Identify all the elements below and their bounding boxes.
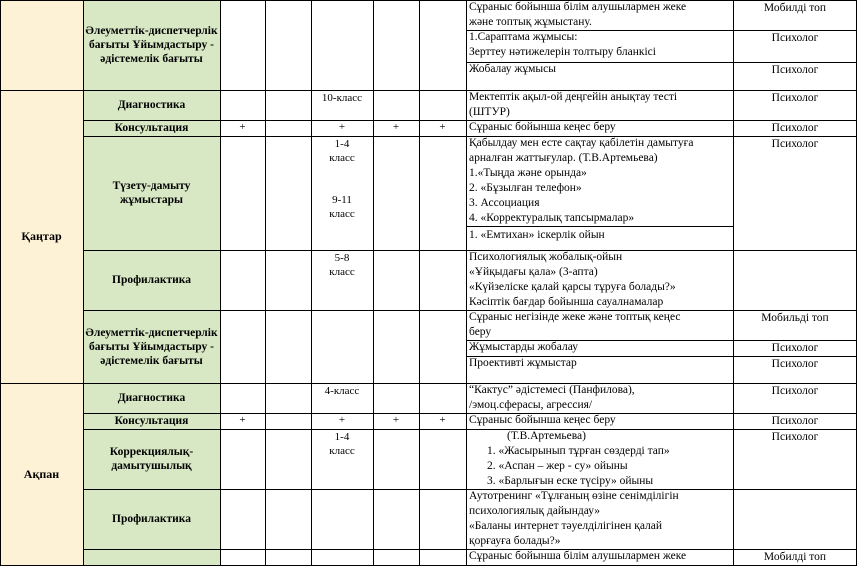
- direction-social-jan: Әлеуметтік-диспетчерлік бағыты Ұйымдастыру - әдістемелік бағыты: [83, 310, 220, 383]
- direction-social-top: Әлеуметтік-диспетчерлік бағыты Ұйымдастыру - әдістемелік бағыты: [83, 0, 220, 90]
- direction-diagnostics-jan: Диагностика: [83, 90, 220, 120]
- plus-mark: +: [392, 414, 400, 426]
- month-cell-february: [0, 383, 83, 566]
- grid-line: [0, 383, 857, 384]
- responsible-cell: Мобилді топ: [763, 2, 827, 14]
- activity-cell: 1.Сараптама жұмысы: Зерттеу нәтижелерін толтыру бланкісі: [469, 31, 656, 58]
- grid-line: [419, 0, 420, 566]
- grid-line: [83, 250, 857, 251]
- direction-last-feb: [83, 549, 220, 566]
- grid-line: [83, 136, 857, 137]
- plus-mark: +: [239, 121, 246, 133]
- grid-line: [466, 30, 857, 31]
- activity-cell: Проективті жұмыстар: [469, 357, 577, 369]
- class-cell: 10-класс: [321, 92, 363, 104]
- plus-mark: +: [392, 121, 400, 133]
- activity-cell: Сұраныс бойынша кеңес беру: [469, 121, 616, 133]
- plus-mark: +: [439, 121, 446, 133]
- activity-cell: Аутотренинг «Тұлғаның өзіне сенімділігін психологиялық дайындау» «Баланы интернет тәуелділігінен қалай қорғауға болады?»: [469, 490, 679, 547]
- activity-cell: Сұраныс бойынша кеңес беру: [469, 414, 616, 426]
- grid-line: [466, 226, 733, 227]
- activity-cell: Сұраныс бойынша білім алушылармен жеке және топтық жұмыстану.: [469, 1, 687, 28]
- grid-line: [466, 0, 467, 566]
- grid-line: [311, 0, 312, 566]
- grid-line: [466, 340, 857, 341]
- grid-line: [83, 310, 857, 311]
- activity-cell: Жұмыстарды жобалау: [469, 341, 578, 353]
- class-cell: 1-4 класс 9-11 класс: [329, 138, 355, 220]
- responsible-cell: Психолог: [771, 138, 819, 150]
- direction-prevention-jan: Профилактика: [83, 250, 220, 310]
- direction-consult-feb: Консультация: [83, 413, 220, 429]
- responsible-cell: Психолог: [771, 385, 819, 397]
- direction-correction-jan: Түзету-дамыту жұмыстары: [83, 136, 220, 250]
- responsible-cell: Психолог: [771, 358, 819, 370]
- responsible-cell: Мобильді топ: [761, 312, 829, 324]
- class-cell: 5-8 класс: [329, 252, 355, 278]
- activity-cell: Мектептік ақыл-ой деңгейін анықтау тесті (ШТУР): [469, 91, 678, 118]
- grid-line: [0, 0, 857, 1]
- grid-line: [0, 90, 857, 91]
- grid-line: [373, 0, 374, 566]
- direction-consult-jan: Консультация: [83, 120, 220, 136]
- activity-cell: Қабылдау мен есте сақтау қабілетін дамытуға арналған жаттығулар. (Т.В.Артемьева) 1.«Тыңда және орында» 2. «Бұзылған телефон» 3. Ассоциация 4. «Корректуралық тапсырмалар»: [469, 137, 694, 224]
- class-cell: 4-класс: [324, 385, 360, 397]
- plus-mark: +: [239, 414, 246, 426]
- plus-mark: +: [338, 121, 346, 133]
- activity-cell: Жобалау жұмысы: [469, 63, 556, 75]
- grid-line: [733, 0, 734, 566]
- activity-cell: Психологиялық жобалық-ойын «Ұйқыдағы қала» (3-апта) «Күйзеліске қалай қарсы тұруға болады?» Кәсіптік бағдар бойынша сауалнамалар: [469, 251, 676, 308]
- month-cell-january: [0, 90, 83, 383]
- activity-cell: Сұраныс негізінде жеке және топтық кеңес беру: [469, 311, 681, 338]
- plus-mark: +: [338, 414, 346, 426]
- grid-line: [265, 0, 266, 566]
- grid-line: [0, 0, 1, 566]
- direction-correction-feb: Коррекциялық-дамытушылық: [83, 429, 220, 489]
- direction-prevention-feb: Профилактика: [83, 489, 220, 549]
- activity-cell: 1. «Емтихан» іскерлік ойын: [469, 229, 605, 241]
- class-cell: 1-4 класс: [329, 431, 355, 457]
- activity-cell: (Т.В.Артемьева) 1. «Жасырынып тұрған сөздерді тап» 2. «Аспан – жер - су» ойыны 3. «Барлығын еске түсіру» ойыны: [487, 430, 670, 487]
- responsible-cell: Психолог: [771, 32, 819, 44]
- month-label: Қаңтар: [21, 229, 62, 243]
- grid-line: [83, 413, 857, 414]
- grid-line: [83, 0, 84, 566]
- responsible-cell: Психолог: [771, 92, 819, 104]
- responsible-cell: Психолог: [771, 122, 819, 134]
- plus-mark: +: [439, 414, 446, 426]
- direction-diagnostics-feb: Диагностика: [83, 383, 220, 413]
- responsible-cell: Психолог: [771, 415, 819, 427]
- grid-line: [83, 549, 857, 550]
- grid-line: [466, 62, 857, 63]
- month-label: Ақпан: [23, 467, 60, 481]
- grid-line: [83, 120, 857, 121]
- grid-line: [83, 489, 857, 490]
- responsible-cell: Психолог: [771, 64, 819, 76]
- responsible-cell: Психолог: [771, 342, 819, 354]
- activity-cell: Сұраныс бойынша білім алушылармен жеке: [469, 550, 687, 562]
- month-cell-prev: [0, 0, 83, 90]
- grid-line: [83, 429, 857, 430]
- grid-line: [466, 356, 857, 357]
- responsible-cell: Мобилді топ: [763, 551, 827, 563]
- responsible-cell: Психолог: [771, 431, 819, 443]
- grid-line: [220, 0, 221, 566]
- activity-cell: “Кактус” әдістемесі (Панфилова), /эмоц.сферасы, агрессия/: [469, 384, 635, 411]
